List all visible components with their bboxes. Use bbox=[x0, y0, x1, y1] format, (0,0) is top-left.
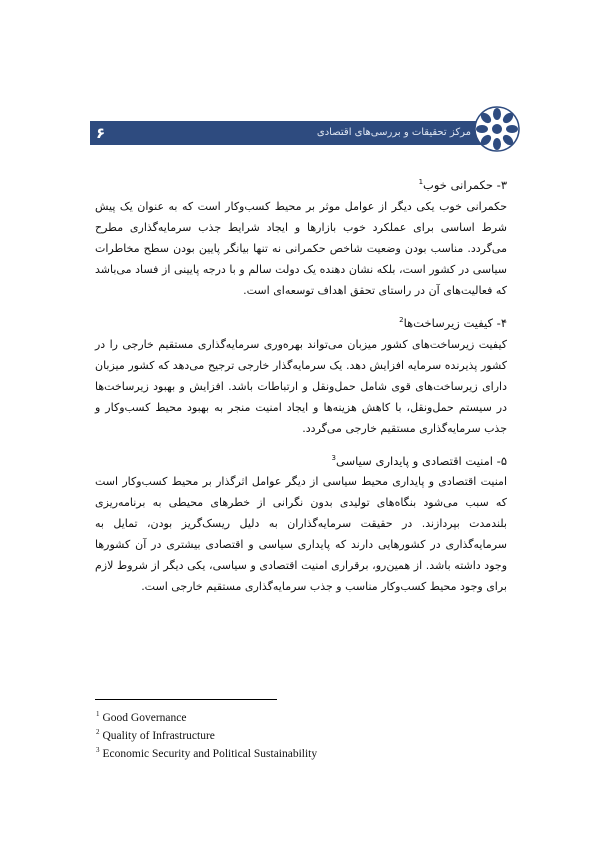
section-heading: ۳- حکمرانی خوب$^1$ bbox=[418, 177, 507, 192]
page-number: ۶ bbox=[96, 124, 106, 142]
footnote: $^2$ Quality of Infrastructure bbox=[96, 727, 215, 742]
section-paragraph: کیفیت زیرساخت‌های کشور میزبان می‌تواند بهره‌وری سرمایه‌گذاری مستقیم خارجی را در کشور پذیرنده سرمایه افزایش دهد. یک سرمایه‌گذار خارجی ترجیح می‌دهد که کشور میزبان دارای زیرساخت‌های قوی شامل حمل‌ونقل و ارتباطات باشد. افزایش و بهبود زیرساخت‌ها در سیستم حمل‌ونقل، با کاهش هزینه‌ها و ایجاد امنیت منجر به بهبود محیط کسب‌وکار و جذب سرمایه‌گذاری مستقیم خارجی می‌گردد. bbox=[95, 337, 507, 435]
footnote-ref: 1 bbox=[418, 178, 424, 186]
section-heading: ۵- امنیت اقتصادی و پایداری سیاسی$^3$ bbox=[331, 453, 507, 468]
logo-text: مرکز تحقیقات و بررسی‌های اقتصادی bbox=[316, 127, 471, 138]
footnotes bbox=[96, 707, 317, 760]
footnote: $^1$ Good Governance bbox=[96, 710, 187, 724]
section-heading: ۴- کیفیت زیرساخت‌ها$^2$ bbox=[399, 315, 507, 330]
body-text bbox=[95, 172, 507, 606]
footnote: $^3$ Economic Security and Political Sustainability bbox=[96, 745, 318, 760]
section-paragraph: حکمرانی خوب یکی دیگر از عوامل موثر بر محیط کسب‌وکار است که به عنوان یک پیش شرط اساسی برای عملکرد خوب بازارها و ایجاد شرایط جذب سرمایه‌گذاری مطرح می‌گردد. مناسب بودن وضعیت شاخص حکمرانی نه تنها بیانگر پایین بودن سطح مخاطرات سیاسی در کشور است، بلکه نشان دهنده یک دولت سالم و با درجه پایینی از فساد می‌باشد که فعالیت‌های آن در راستای تحقق اهداف توسعه‌ای است. bbox=[95, 199, 507, 297]
section-paragraph: امنیت اقتصادی و پایداری محیط سیاسی از دیگر عوامل اثرگذار بر محیط کسب‌وکار است که سبب می‌شود بنگاه‌های تولیدی بدون نگرانی از خطرهای محیطی به برنامه‌ریزی بلندمدت بپردازند. در حقیقت سرمایه‌گذاران به دلیل ریسک‌گریز بودن، تمایل به سرمایه‌گذاری در کشورهایی دارند که پایداری سیاسی و اقتصادی بیشتری در آن کشورها وجود داشته باشد. از همین‌رو، برقراری امنیت اقتصادی و سیاسی، یکی دیگر از شروط لازم برای وجود محیط کسب‌وکار مناسب و جذب سرمایه‌گذاری مستقیم خارجی است. bbox=[95, 475, 507, 594]
footnote-divider bbox=[95, 699, 277, 700]
footnote-ref: 2 bbox=[399, 315, 404, 324]
emblem-icon bbox=[474, 106, 520, 152]
footnote-ref: 3 bbox=[331, 453, 336, 462]
